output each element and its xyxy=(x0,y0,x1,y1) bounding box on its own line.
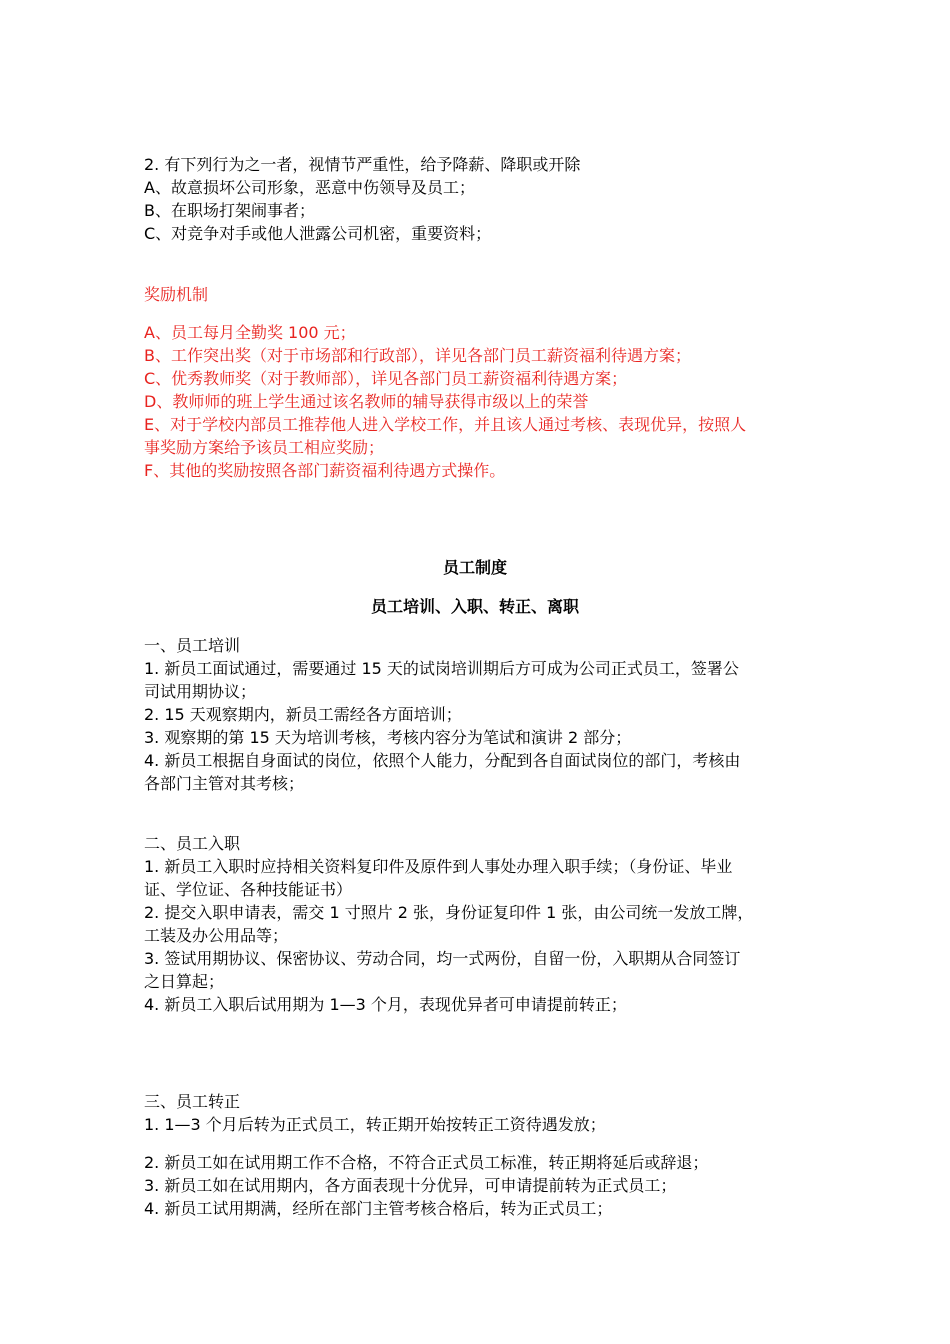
onboarding-line: 3. 签试用期协议、保密协议、劳动合同，均一式两份，自留一份，入职期从合同签订 xyxy=(144,949,741,968)
training-line: 3. 观察期的第 15 天为培训考核，考核内容分为笔试和演讲 2 部分； xyxy=(144,728,632,747)
penalty-line: A、故意损坏公司形象，恶意中伤领导及员工； xyxy=(144,178,475,197)
training-line: 各部门主管对其考核； xyxy=(144,774,305,793)
onboarding-line: 工装及办公用品等； xyxy=(144,926,289,945)
onboarding-line: 4. 新员工入职后试用期为 1—3 个月，表现优异者可申请提前转正； xyxy=(144,995,627,1014)
onboarding-line: 证、学位证、各种技能证书） xyxy=(144,880,353,899)
reward-title: 奖励机制 xyxy=(144,285,209,304)
penalty-line: B、在职场打架闹事者； xyxy=(144,201,315,220)
training-line: 司试用期协议； xyxy=(144,682,257,701)
penalty-line: 2. 有下列行为之一者，视情节严重性，给予降薪、降职或开除 xyxy=(144,155,581,174)
reward-line: B、工作突出奖（对于市场部和行政部），详见各部门员工薪资福利待遇方案； xyxy=(144,346,691,365)
reward-line: F、其他的奖励按照各部门薪资福利待遇方式操作。 xyxy=(144,461,506,480)
training-line: 1. 新员工面试通过，需要通过 15 天的试岗培训期后方可成为公司正式员工，签署公 xyxy=(144,659,739,678)
onboarding-line: 之日算起； xyxy=(144,972,225,991)
reward-line: D、教师师的班上学生通过该名教师的辅导获得市级以上的荣誉 xyxy=(144,392,589,411)
training-line: 4. 新员工根据自身面试的岗位，依照个人能力，分配到各自面试岗位的部门，考核由 xyxy=(144,751,741,770)
training-title: 一、员工培训 xyxy=(144,636,241,655)
reward-line: 事奖励方案给予该员工相应奖励； xyxy=(144,438,385,457)
reward-line: A、员工每月全勤奖 100 元； xyxy=(144,323,356,342)
reward-line: C、优秀教师奖（对于教师部），详见各部门员工薪资福利待遇方案； xyxy=(144,369,628,388)
onboarding-line: 1. 新员工入职时应持相关资料复印件及原件到人事处办理入职手续；（身份证、毕业 xyxy=(144,857,733,876)
onboarding-line: 2. 提交入职申请表，需交 1 寸照片 2 张，身份证复印件 1 张，由公司统一发放工牌， xyxy=(144,903,754,922)
onboarding-title: 二、员工入职 xyxy=(144,834,241,853)
penalty-line: C、对竞争对手或他人泄露公司机密，重要资料； xyxy=(144,224,492,243)
sub-heading: 员工培训、入职、转正、离职 xyxy=(370,597,579,616)
reward-line: E、对于学校内部员工推荐他人进入学校工作，并且该人通过考核、表现优异，按照人 xyxy=(144,415,747,434)
regular-line: 4. 新员工试用期满，经所在部门主管考核合格后，转为正式员工； xyxy=(144,1199,613,1218)
training-line: 2. 15 天观察期内，新员工需经各方面培训； xyxy=(144,705,462,724)
regular-line: 2. 新员工如在试用期工作不合格，不符合正式员工标准，转正期将延后或辞退； xyxy=(144,1153,709,1172)
main-heading: 员工制度 xyxy=(442,558,507,577)
regular-line: 1. 1—3 个月后转为正式员工，转正期开始按转正工资待遇发放； xyxy=(144,1115,606,1134)
regular-line: 3. 新员工如在试用期内，各方面表现十分优异，可申请提前转为正式员工； xyxy=(144,1176,677,1195)
regular-title: 三、员工转正 xyxy=(144,1092,241,1111)
